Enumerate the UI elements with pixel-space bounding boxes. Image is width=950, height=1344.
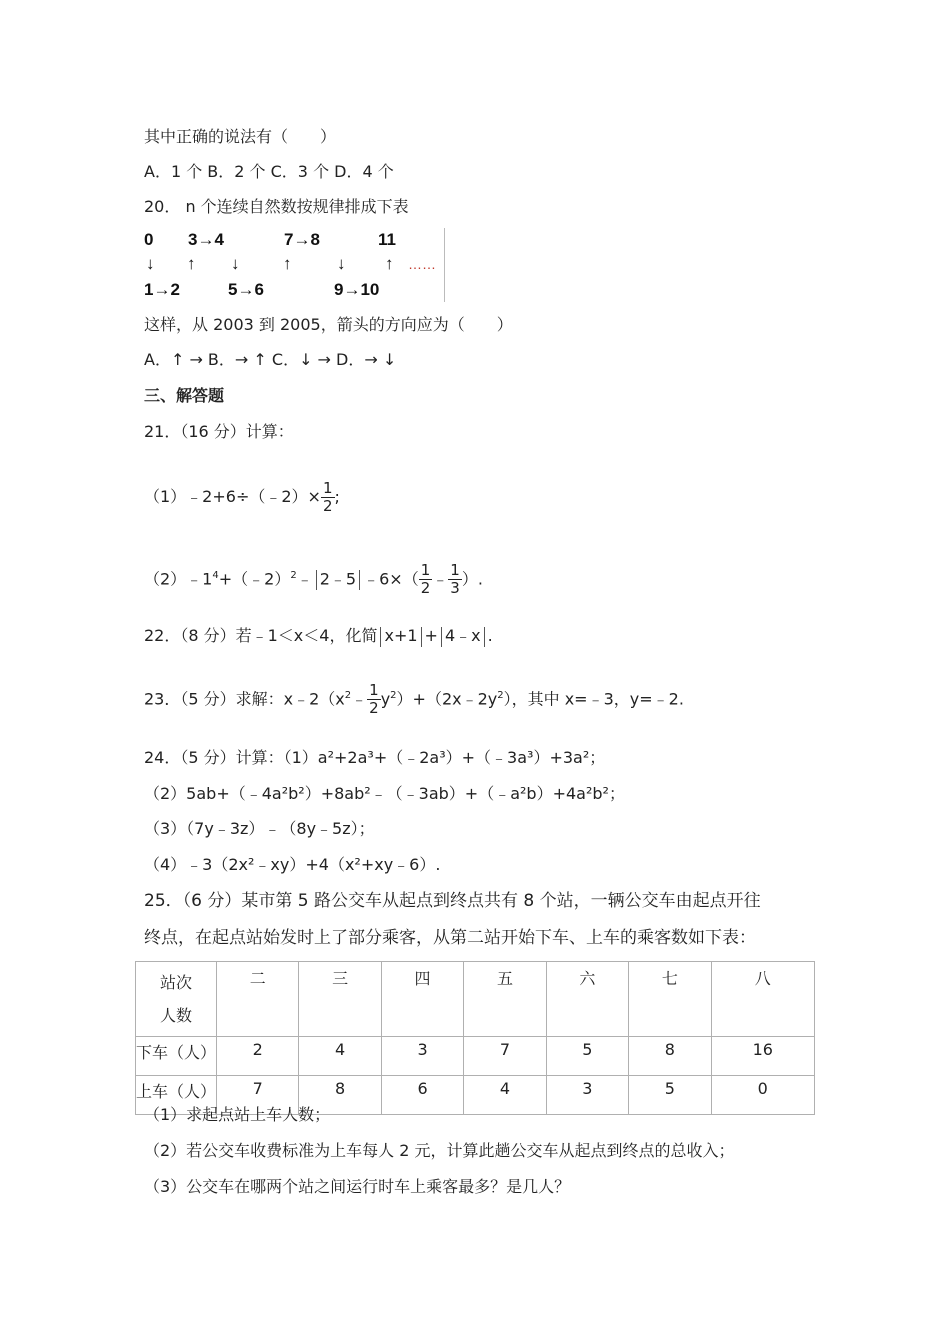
frac-num: 1 (322, 479, 333, 497)
abs-bar (484, 627, 485, 647)
table-cell: 8 (299, 1076, 381, 1115)
q20-question: 这样，从 2003 到 2005，箭头的方向应为（ ） (144, 315, 513, 334)
table-corner-header (136, 962, 217, 1037)
frac-den: 2 (369, 699, 379, 718)
station-col: 八 (711, 962, 814, 1037)
table-cell: 5 (546, 1037, 628, 1076)
header-count: 人数 (159, 1006, 192, 1025)
q22-end: . (487, 626, 493, 645)
pattern-top-4: 11 (378, 230, 396, 249)
row-label: 上车（人） (136, 1076, 217, 1115)
frac-num: 1 (420, 561, 431, 580)
pattern-bottom-2: 5→6 (228, 280, 264, 299)
frac-num: 1 (450, 561, 460, 580)
table-header-row (136, 962, 815, 1037)
q22-plus: + (424, 626, 438, 645)
passenger-table (135, 961, 815, 1115)
table-cell: 3 (381, 1037, 463, 1076)
q21-part1: （1）﹣2+6÷（﹣2）× $\frac{1}{2}$ ; (144, 479, 340, 515)
q21-abs: 2﹣5 (319, 569, 357, 589)
q22 (144, 625, 493, 647)
q20-title: 20． n 个连续自然数按规律排成下表 (144, 197, 409, 216)
pattern-arrow-4: ↑ (283, 254, 292, 273)
q21-part1-text: （1）﹣2+6÷（﹣2）× (144, 487, 321, 506)
abs-bar-left (316, 570, 317, 590)
table-cell: 0 (711, 1076, 814, 1115)
q22-abs1: x+1 (384, 626, 418, 645)
fraction-one-half-b (419, 562, 433, 597)
q19-prompt: 其中正确的说法有（ ） (144, 127, 337, 146)
q24-part3: （3）（7y﹣3z）﹣（8y﹣5z）； (144, 819, 375, 838)
q22-text: 22．（8 分）若﹣1＜x＜4，化简 (144, 626, 378, 645)
q23-e: ），其中 x=﹣3，y=﹣2. (503, 689, 684, 709)
q23-sup2: 2 (390, 690, 397, 701)
table-cell: 7 (217, 1076, 299, 1115)
table-cell: 4 (464, 1076, 546, 1115)
abs-bar (421, 627, 422, 647)
pattern-arrow-6: ↑ (385, 254, 394, 273)
q23-a: 23．（5 分）求解：x﹣2（x (144, 689, 345, 709)
q23 (144, 677, 684, 718)
pattern-arrow-1: ↓ (146, 254, 155, 273)
pattern-top-1: 0 (144, 230, 154, 249)
q21-part2-d: ﹣6×（ (363, 569, 419, 589)
q20-options: A．↑ → B．→ ↑ C．↓ → D．→ ↓ (144, 350, 397, 369)
station-col: 三 (299, 962, 381, 1037)
pattern-ellipsis: …… (408, 256, 436, 272)
fraction-one-half-c (367, 682, 381, 717)
pattern-bottom-3: 9→10 (334, 280, 380, 299)
table-cell: 7 (464, 1037, 546, 1076)
pattern-arrow-3: ↓ (231, 254, 240, 273)
station-col: 四 (381, 962, 463, 1037)
q24-part2: （2）5ab+（﹣4a²b²）+8ab²﹣（﹣3ab）+（﹣a²b）+4a²b²； (144, 784, 625, 803)
frac-den: 3 (450, 579, 460, 598)
table-cell: 16 (711, 1037, 814, 1076)
pattern-top-3: 7→8 (284, 230, 320, 249)
number-pattern-figure (140, 228, 445, 302)
q21-exp-4: 4 (212, 570, 219, 581)
q24-part4: （4）﹣3（2x²﹣xy）+4（x²+xy﹣6）. (144, 855, 441, 874)
q21-title: 21．（16 分）计算： (144, 422, 294, 441)
frac-den: 2 (322, 497, 333, 515)
q19-options: A．1 个 B．2 个 C．3 个 D．4 个 (144, 162, 394, 181)
q25-intro-2: 终点，在起点站始发时上了部分乘客，从第二站开始下车、上车的乘客数如下表： (144, 928, 756, 948)
q25-intro-1: 25．（6 分）某市第 5 路公交车从起点到终点共有 8 个站，一辆公交车由起点开往 (144, 891, 761, 911)
station-col: 二 (217, 962, 299, 1037)
table-row (136, 1037, 815, 1076)
table-cell: 5 (629, 1076, 711, 1115)
q21-exp-2: 2 (290, 570, 297, 581)
q21-part2: $(2)﹣1^4+(﹣2)^2﹣$ 2﹣5 ﹣6×（ $\frac{1}{2}$ ﹣ $\frac{1}{3}$ ）. (144, 561, 483, 598)
q23-c: y (380, 689, 391, 709)
section-heading: 三、解答题 (144, 386, 225, 405)
table-cell: 6 (381, 1076, 463, 1115)
q24-part1: 24．（5 分）计算：（1）a²+2a³+（﹣2a³）+（﹣3a³）+3a²； (144, 748, 606, 767)
row-label: 下车（人） (136, 1037, 217, 1076)
q23-b: ﹣ (351, 689, 368, 709)
table-cell: 8 (629, 1037, 711, 1076)
q23-d: ）+（2x﹣2y (396, 689, 498, 709)
abs-bar (380, 627, 381, 647)
q25-part3: （3）公交车在哪两个站之间运行时车上乘客最多？是几人？ (144, 1177, 571, 1196)
pattern-bottom-1: 1→2 (144, 280, 180, 299)
frac-num: 1 (369, 681, 379, 700)
table-cell: 2 (217, 1037, 299, 1076)
fraction-one-half (321, 480, 335, 515)
header-station: 站次 (159, 973, 192, 992)
station-col: 七 (629, 962, 711, 1037)
q22-abs2: 4﹣x (444, 626, 481, 645)
abs-bar-right (359, 570, 360, 590)
fraction-one-third (448, 562, 462, 597)
q21-part2-a: （2）﹣1 (144, 569, 213, 589)
station-col: 六 (546, 962, 628, 1037)
station-col: 五 (464, 962, 546, 1037)
q25-part1: （1）求起点站上车人数； (144, 1105, 331, 1124)
q23-sup3: 2 (497, 690, 504, 701)
pattern-arrow-2: ↑ (187, 254, 196, 273)
abs-bar (441, 627, 442, 647)
q25-part2: （2）若公交车收费标准为上车每人 2 元，计算此趟公交车从起点到终点的总收入； (144, 1141, 735, 1160)
q21-part2-c: ﹣ (296, 569, 313, 589)
table-cell: 4 (299, 1037, 381, 1076)
q23-sup1: 2 (344, 690, 352, 701)
table-cell: 3 (546, 1076, 628, 1115)
pattern-arrow-5: ↓ (337, 254, 346, 273)
frac-den: 2 (420, 579, 431, 598)
q21-part2-e: ）. (461, 569, 483, 589)
pattern-top-2: 3→4 (188, 230, 224, 249)
q21-part2-b: +（﹣2） (218, 569, 291, 589)
